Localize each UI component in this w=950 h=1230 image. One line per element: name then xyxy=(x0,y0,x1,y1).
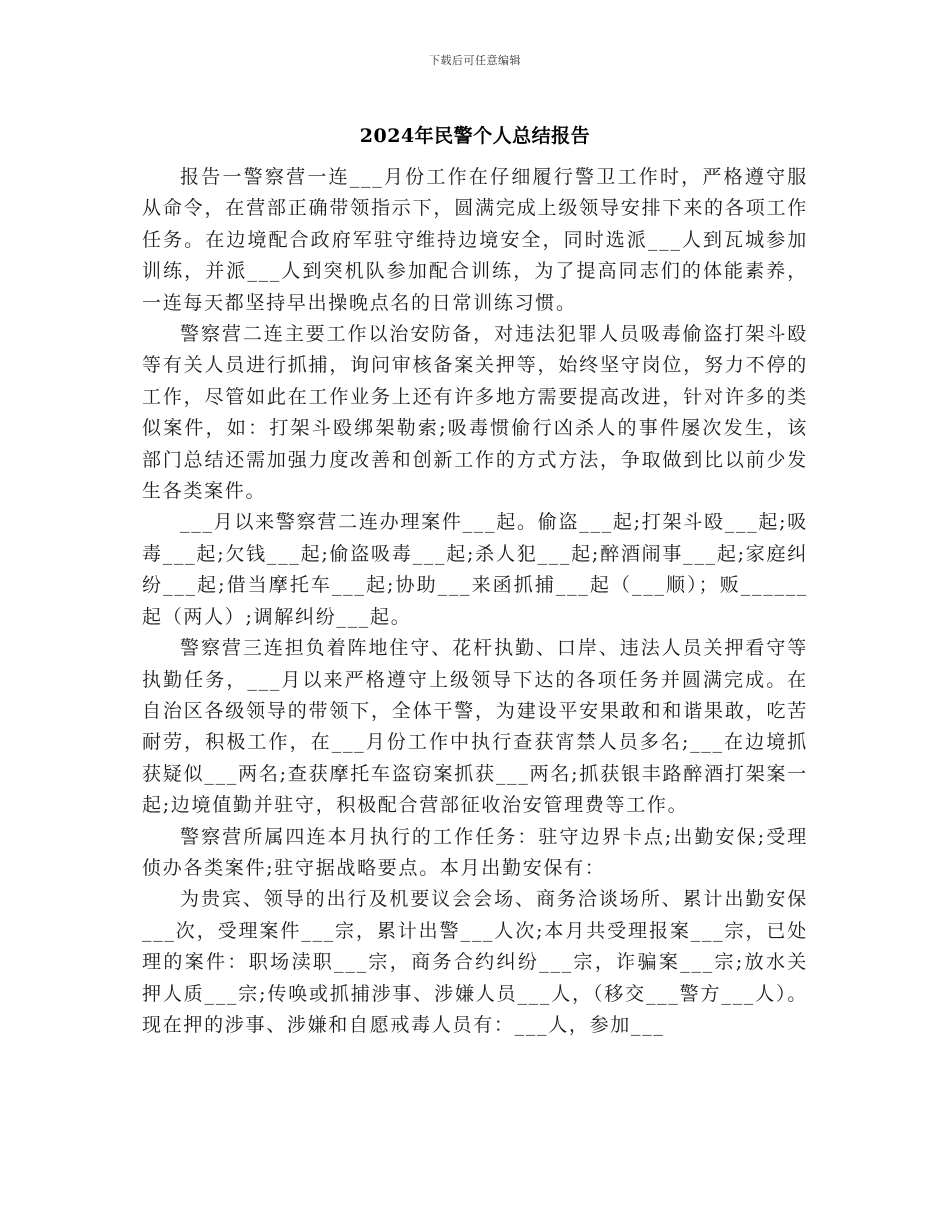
document-body xyxy=(142,162,808,1041)
paragraph-1: 报告一警察营一连___月份工作在仔细履行警卫工作时，严格遵守服从命令，在营部正确带领指示下，圆满完成上级领导安排下来的各项工作任务。在边境配合政府军驻守维持边境安全，同时选派___人到瓦城参加训练，并派___人到突机队参加配合训练，为了提高同志们的体能素养，一连每天都坚持早出操晚点名的日常训练习惯。 xyxy=(142,166,808,314)
paragraph-3: ___月以来警察营二连办理案件___起。偷盗___起;打架斗殴___起;吸毒___起;欠钱___起;偷盗吸毒___起;杀人犯___起;醉酒闹事___起;家庭纠纷___起;借当摩托车___起;协助___来函抓捕___起（___顺）；贩______起（两人）;调解纠纷___起。 xyxy=(142,511,808,628)
paragraph-4: 警察营三连担负着阵地住守、花杆执勤、口岸、违法人员关押看守等执勤任务，___月以来严格遵守上级领导下达的各项任务并圆满完成。在自治区各级领导的带领下，全体干警，为建设平安果敢和和谐果敢，吃苦耐劳，积极工作，在___月份工作中执行查获宵禁人员多名;___在边境抓获疑似___两名;查获摩托车盗窃案抓获___两名;抓获银丰路醉酒打架案一起;边境值勤并驻守，积极配合营部征收治安管理费等工作。 xyxy=(142,637,808,817)
header-note: 下载后可任意编辑 xyxy=(429,54,521,67)
document-title: 2024年民警个人总结报告 xyxy=(359,125,591,147)
paragraph-5: 警察营所属四连本月执行的工作任务：驻守边界卡点;出勤安保;受理侦办各类案件;驻守据战略要点。本月出勤安保有： xyxy=(142,825,808,879)
paragraph-6: 为贵宾、领导的出行及机要议会会场、商务洽谈场所、累计出勤安保___次，受理案件___宗，累计出警___人次;本月共受理报案___宗，已处理的案件：职场渎职___宗，商务合约纠纷___宗，诈骗案___宗;放水关押人质___宗;传唤或抓捕涉事、涉嫌人员___人，（移交___警方___人）。现在押的涉事、涉嫌和自愿戒毒人员有：___人，参加___ xyxy=(142,888,808,1036)
paragraph-2: 警察营二连主要工作以治安防备，对违法犯罪人员吸毒偷盗打架斗殴等有关人员进行抓捕，询问审核备案关押等，始终坚守岗位，努力不停的工作，尽管如此在工作业务上还有许多地方需要提高改进，针对许多的类似案件，如：打架斗殴绑架勒索;吸毒惯偷行凶杀人的事件屡次发生，该部门总结还需加强力度改善和创新工作的方式方法，争取做到比以前少发生各类案件。 xyxy=(142,323,808,503)
